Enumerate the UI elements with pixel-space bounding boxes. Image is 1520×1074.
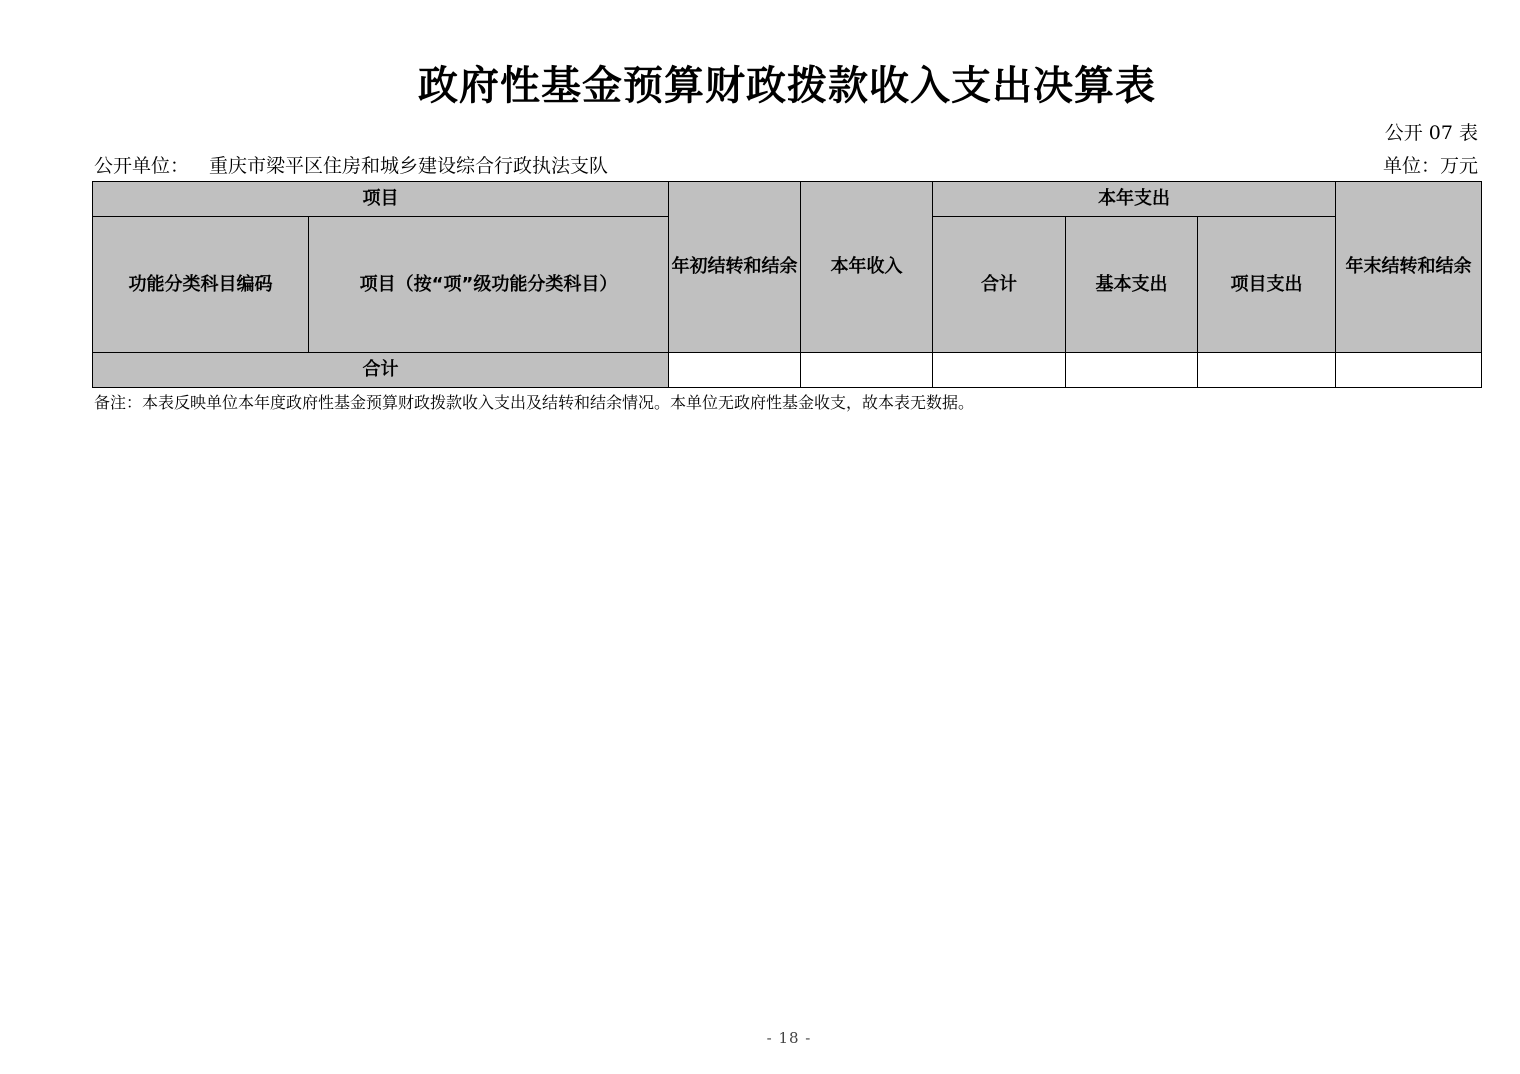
total-expense-basic-cell <box>1066 353 1198 388</box>
table-note: 备注：本表反映单位本年度政府性基金预算财政拨款收入支出及结转和结余情况。本单位无政府性基金收支，故本表无数据。 <box>94 393 975 412</box>
header-expense-basic: 基本支出 <box>1066 217 1198 353</box>
header-closing-balance: 年末结转和结余 <box>1336 182 1482 353</box>
form-number: 公开 07 表 <box>1384 122 1478 144</box>
header-expense-group: 本年支出 <box>933 182 1336 217</box>
page-title: 政府性基金预算财政拨款收入支出决算表 <box>418 63 1156 109</box>
total-expense-total-cell <box>933 353 1066 388</box>
header-expense-project: 项目支出 <box>1198 217 1336 353</box>
total-income-cell <box>801 353 933 388</box>
reporting-unit-name: 重庆市梁平区住房和城乡建设综合行政执法支队 <box>209 155 609 177</box>
total-row-label: 合计 <box>93 353 669 388</box>
header-code: 功能分类科目编码 <box>93 217 309 353</box>
budget-table <box>92 181 1482 388</box>
total-opening-balance-cell <box>669 353 801 388</box>
money-unit: 单位：万元 <box>1382 155 1478 177</box>
reporting-unit <box>94 153 608 179</box>
total-expense-project-cell <box>1198 353 1336 388</box>
header-opening-balance: 年初结转和结余 <box>669 182 801 353</box>
reporting-unit-label: 公开单位： <box>94 155 190 177</box>
header-expense-total: 合计 <box>933 217 1066 353</box>
header-item-name: 项目（按“项”级功能分类科目） <box>309 217 669 353</box>
page-number: - 18 - <box>766 1029 812 1047</box>
header-income: 本年收入 <box>801 182 933 353</box>
total-closing-balance-cell <box>1336 353 1482 388</box>
header-project-group: 项目 <box>93 182 669 217</box>
table-total-row <box>93 353 1482 388</box>
